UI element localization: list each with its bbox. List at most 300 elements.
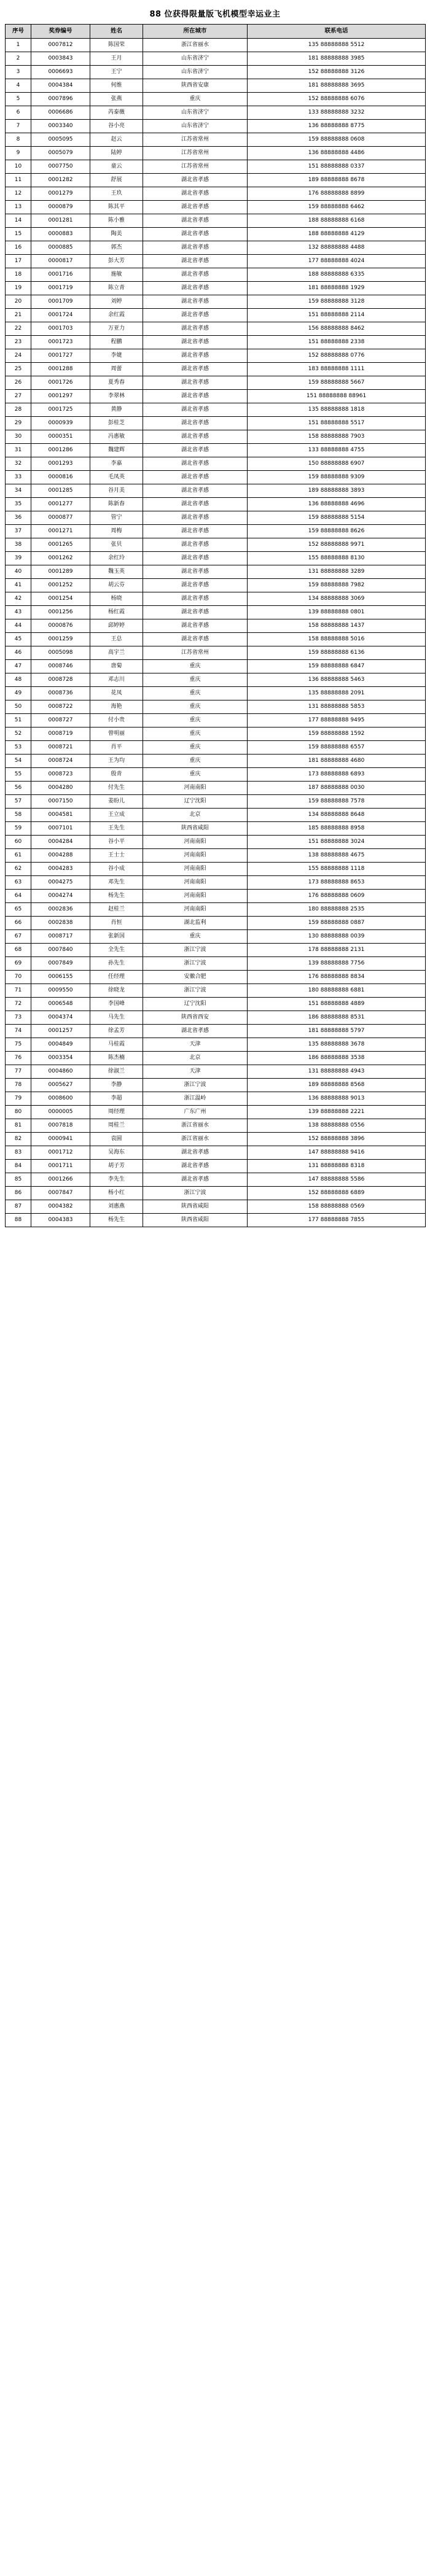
cell-name: 杨晓: [90, 592, 143, 606]
cell-name: 杨红霞: [90, 606, 143, 619]
cell-phone: 136 88888888 5463: [248, 673, 426, 687]
cell-ticket: 0004860: [31, 1065, 90, 1079]
cell-ticket: 0004581: [31, 809, 90, 822]
cell-phone: 185 88888888 8958: [248, 822, 426, 836]
cell-city: 浙江宁波: [143, 944, 248, 957]
cell-name: 胡云芬: [90, 579, 143, 592]
cell-name: 马桂霞: [90, 1038, 143, 1052]
cell-city: 山东省济宁: [143, 106, 248, 120]
cell-ticket: 0001703: [31, 322, 90, 336]
cell-city: 重庆: [143, 727, 248, 741]
table-row: [6, 1160, 426, 1173]
cell-phone: 151 88888888 3024: [248, 836, 426, 849]
cell-phone: 181 88888888 1929: [248, 282, 426, 295]
cell-name: 邱婷婷: [90, 619, 143, 633]
cell-phone: 139 88888888 2221: [248, 1106, 426, 1119]
cell-city: 河南南阳: [143, 836, 248, 849]
cell-name: 周蕾: [90, 363, 143, 376]
column-header-name: 姓名: [90, 25, 143, 39]
cell-index: 88: [6, 1214, 31, 1227]
cell-phone: 155 88888888 8130: [248, 552, 426, 565]
cell-ticket: 0008724: [31, 755, 90, 768]
table-row: [6, 687, 426, 700]
table-row: [6, 1011, 426, 1025]
cell-index: 71: [6, 984, 31, 998]
cell-name: 付小贵: [90, 714, 143, 727]
cell-phone: 159 88888888 6136: [248, 646, 426, 660]
cell-phone: 131 88888888 8318: [248, 1160, 426, 1173]
cell-city: 河南南阳: [143, 849, 248, 863]
cell-city: 陕西省安康: [143, 79, 248, 93]
winners-table: [5, 24, 426, 1227]
cell-name: 李超: [90, 1092, 143, 1106]
cell-phone: 135 88888888 3678: [248, 1038, 426, 1052]
table-header-row: [6, 25, 426, 39]
cell-city: 湖北省孝感: [143, 349, 248, 363]
cell-index: 54: [6, 755, 31, 768]
table-row: [6, 971, 426, 984]
cell-phone: 183 88888888 1111: [248, 363, 426, 376]
table-row: [6, 836, 426, 849]
cell-phone: 134 88888888 8648: [248, 809, 426, 822]
cell-name: 邓志川: [90, 673, 143, 687]
cell-city: 湖北省孝感: [143, 268, 248, 282]
cell-name: 陈其平: [90, 201, 143, 214]
cell-name: 刘婷: [90, 295, 143, 309]
cell-city: 湖北省孝感: [143, 619, 248, 633]
cell-phone: 181 88888888 3695: [248, 79, 426, 93]
cell-name: 童云: [90, 160, 143, 174]
cell-phone: 158 88888888 1437: [248, 619, 426, 633]
cell-name: 何维: [90, 79, 143, 93]
cell-ticket: 0000883: [31, 228, 90, 241]
cell-city: 湖北省孝感: [143, 282, 248, 295]
cell-city: 重庆: [143, 741, 248, 755]
table-row: [6, 1119, 426, 1133]
cell-city: 浙江宁波: [143, 957, 248, 971]
cell-phone: 136 88888888 8775: [248, 120, 426, 133]
cell-city: 湖北省孝感: [143, 255, 248, 268]
cell-name: 李静: [90, 1079, 143, 1092]
cell-ticket: 0007847: [31, 1187, 90, 1200]
cell-city: 湖北省孝感: [143, 376, 248, 390]
cell-index: 56: [6, 782, 31, 795]
cell-index: 9: [6, 147, 31, 160]
cell-name: 李翠林: [90, 390, 143, 403]
cell-phone: 181 88888888 5797: [248, 1025, 426, 1038]
table-row: [6, 390, 426, 403]
cell-name: 王月: [90, 52, 143, 66]
cell-name: 李嘉: [90, 457, 143, 471]
cell-city: 湖北省孝感: [143, 403, 248, 417]
table-row: [6, 606, 426, 619]
cell-phone: 173 88888888 8653: [248, 876, 426, 890]
cell-phone: 135 88888888 2091: [248, 687, 426, 700]
table-row: [6, 700, 426, 714]
cell-ticket: 0001726: [31, 376, 90, 390]
cell-ticket: 0004849: [31, 1038, 90, 1052]
cell-name: 肖平: [90, 741, 143, 755]
cell-index: 42: [6, 592, 31, 606]
cell-name: 付先生: [90, 782, 143, 795]
cell-name: 陈杰楠: [90, 1052, 143, 1065]
cell-phone: 159 88888888 8626: [248, 525, 426, 538]
cell-city: 湖北省孝感: [143, 552, 248, 565]
cell-ticket: 0004288: [31, 849, 90, 863]
cell-index: 32: [6, 457, 31, 471]
cell-ticket: 0001724: [31, 309, 90, 322]
cell-index: 24: [6, 349, 31, 363]
cell-index: 1: [6, 39, 31, 52]
cell-phone: 150 88888888 6907: [248, 457, 426, 471]
cell-ticket: 0000876: [31, 619, 90, 633]
cell-index: 15: [6, 228, 31, 241]
table-row: [6, 957, 426, 971]
cell-index: 12: [6, 187, 31, 201]
cell-ticket: 0008721: [31, 741, 90, 755]
cell-name: 舒展: [90, 174, 143, 187]
cell-ticket: 0003843: [31, 52, 90, 66]
cell-name: 徐孟芳: [90, 1025, 143, 1038]
cell-phone: 151 88888888 5517: [248, 417, 426, 430]
cell-phone: 177 88888888 7855: [248, 1214, 426, 1227]
cell-city: 山东省济宁: [143, 52, 248, 66]
cell-name: 余红玲: [90, 552, 143, 565]
table-row: [6, 741, 426, 755]
cell-index: 77: [6, 1065, 31, 1079]
cell-name: 李婕: [90, 349, 143, 363]
cell-index: 31: [6, 444, 31, 457]
cell-ticket: 0004275: [31, 876, 90, 890]
table-row: [6, 1065, 426, 1079]
cell-ticket: 0001712: [31, 1146, 90, 1160]
cell-phone: 133 88888888 3232: [248, 106, 426, 120]
cell-ticket: 0001723: [31, 336, 90, 349]
cell-ticket: 0008722: [31, 700, 90, 714]
column-header-index: 序号: [6, 25, 31, 39]
cell-index: 2: [6, 52, 31, 66]
cell-index: 22: [6, 322, 31, 336]
cell-ticket: 0000939: [31, 417, 90, 430]
cell-ticket: 0008723: [31, 768, 90, 782]
cell-index: 13: [6, 201, 31, 214]
cell-name: 胡子芳: [90, 1160, 143, 1173]
cell-name: 彭大芳: [90, 255, 143, 268]
cell-city: 湖北省孝感: [143, 430, 248, 444]
cell-index: 59: [6, 822, 31, 836]
cell-city: 湖北省孝感: [143, 336, 248, 349]
cell-ticket: 0001719: [31, 282, 90, 295]
cell-city: 天津: [143, 1065, 248, 1079]
cell-ticket: 0003340: [31, 120, 90, 133]
cell-phone: 159 88888888 1592: [248, 727, 426, 741]
cell-index: 69: [6, 957, 31, 971]
cell-index: 41: [6, 579, 31, 592]
table-row: [6, 120, 426, 133]
cell-city: 安徽合肥: [143, 971, 248, 984]
cell-ticket: 0007849: [31, 957, 90, 971]
cell-ticket: 0004284: [31, 836, 90, 849]
cell-city: 湖北省孝感: [143, 592, 248, 606]
cell-city: 陕西省西安: [143, 1011, 248, 1025]
cell-phone: 131 88888888 3289: [248, 565, 426, 579]
cell-index: 7: [6, 120, 31, 133]
cell-ticket: 0002838: [31, 917, 90, 930]
table-row: [6, 1133, 426, 1146]
table-row: [6, 457, 426, 471]
cell-city: 河南南阳: [143, 903, 248, 917]
cell-phone: 187 88888888 0030: [248, 782, 426, 795]
cell-index: 6: [6, 106, 31, 120]
cell-phone: 151 88888888 2338: [248, 336, 426, 349]
cell-index: 35: [6, 498, 31, 511]
table-row: [6, 822, 426, 836]
cell-index: 11: [6, 174, 31, 187]
cell-ticket: 0004283: [31, 863, 90, 876]
cell-name: 孙先生: [90, 957, 143, 971]
cell-phone: 178 88888888 2131: [248, 944, 426, 957]
page-title: 88 位获得限量版飞机模型幸运业主: [149, 10, 281, 19]
cell-city: 湖北省孝感: [143, 201, 248, 214]
cell-phone: 176 88888888 0609: [248, 890, 426, 903]
cell-index: 25: [6, 363, 31, 376]
cell-phone: 138 88888888 0556: [248, 1119, 426, 1133]
cell-city: 重庆: [143, 700, 248, 714]
cell-ticket: 0001256: [31, 606, 90, 619]
cell-name: 陆婷: [90, 147, 143, 160]
cell-phone: 130 88888888 0039: [248, 930, 426, 944]
cell-ticket: 0008727: [31, 714, 90, 727]
table-row: [6, 1214, 426, 1227]
cell-phone: 131 88888888 5853: [248, 700, 426, 714]
cell-ticket: 0008717: [31, 930, 90, 944]
cell-index: 8: [6, 133, 31, 147]
cell-city: 湖北省孝感: [143, 363, 248, 376]
cell-ticket: 0006693: [31, 66, 90, 79]
table-row: [6, 782, 426, 795]
table-row: [6, 444, 426, 457]
cell-phone: 136 88888888 4696: [248, 498, 426, 511]
cell-phone: 159 88888888 6847: [248, 660, 426, 673]
cell-city: 辽宁沈阳: [143, 795, 248, 809]
cell-phone: 181 88888888 4680: [248, 755, 426, 768]
cell-phone: 181 88888888 3985: [248, 52, 426, 66]
cell-phone: 151 88888888 2114: [248, 309, 426, 322]
cell-city: 山东省济宁: [143, 66, 248, 79]
cell-city: 重庆: [143, 755, 248, 768]
cell-ticket: 0001281: [31, 214, 90, 228]
cell-city: 湖北省孝感: [143, 457, 248, 471]
table-row: [6, 917, 426, 930]
cell-city: 湖北省孝感: [143, 1146, 248, 1160]
table-row: [6, 984, 426, 998]
cell-name: 姜盼儿: [90, 795, 143, 809]
cell-name: 王宁: [90, 66, 143, 79]
cell-phone: 151 88888888 88961: [248, 390, 426, 403]
cell-ticket: 0001262: [31, 552, 90, 565]
cell-index: 72: [6, 998, 31, 1011]
cell-name: 王总: [90, 633, 143, 646]
cell-index: 78: [6, 1079, 31, 1092]
cell-ticket: 0004384: [31, 79, 90, 93]
cell-name: 徐淑兰: [90, 1065, 143, 1079]
cell-city: 湖北省孝感: [143, 444, 248, 457]
cell-city: 浙江宁波: [143, 984, 248, 998]
cell-index: 36: [6, 511, 31, 525]
cell-name: 张贝: [90, 538, 143, 552]
cell-city: 重庆: [143, 714, 248, 727]
cell-ticket: 0005095: [31, 133, 90, 147]
table-row: [6, 944, 426, 957]
cell-phone: 176 88888888 8899: [248, 187, 426, 201]
cell-index: 30: [6, 430, 31, 444]
cell-city: 湖北省孝感: [143, 1160, 248, 1173]
cell-city: 湖北监利: [143, 917, 248, 930]
cell-index: 50: [6, 700, 31, 714]
cell-city: 重庆: [143, 660, 248, 673]
cell-name: 任经理: [90, 971, 143, 984]
cell-ticket: 0006155: [31, 971, 90, 984]
cell-ticket: 0001711: [31, 1160, 90, 1173]
cell-name: 王士士: [90, 849, 143, 863]
cell-index: 5: [6, 93, 31, 106]
cell-city: 湖北省孝感: [143, 390, 248, 403]
table-row: [6, 1025, 426, 1038]
table-row: [6, 890, 426, 903]
table-row: [6, 1173, 426, 1187]
table-row: [6, 1146, 426, 1160]
cell-index: 26: [6, 376, 31, 390]
cell-ticket: 0001265: [31, 538, 90, 552]
cell-phone: 189 88888888 3893: [248, 484, 426, 498]
cell-ticket: 0007818: [31, 1119, 90, 1133]
cell-index: 87: [6, 1200, 31, 1214]
cell-phone: 152 88888888 0776: [248, 349, 426, 363]
cell-ticket: 0002836: [31, 903, 90, 917]
cell-ticket: 0001716: [31, 268, 90, 282]
cell-index: 20: [6, 295, 31, 309]
table-row: [6, 363, 426, 376]
cell-index: 74: [6, 1025, 31, 1038]
cell-ticket: 0001277: [31, 498, 90, 511]
cell-index: 57: [6, 795, 31, 809]
table-row: [6, 430, 426, 444]
table-row: [6, 498, 426, 511]
cell-index: 37: [6, 525, 31, 538]
cell-city: 重庆: [143, 768, 248, 782]
cell-phone: 152 88888888 6889: [248, 1187, 426, 1200]
cell-index: 3: [6, 66, 31, 79]
cell-index: 46: [6, 646, 31, 660]
cell-ticket: 0006686: [31, 106, 90, 120]
cell-ticket: 0000817: [31, 255, 90, 268]
cell-ticket: 0001725: [31, 403, 90, 417]
table-row: [6, 1038, 426, 1052]
cell-phone: 134 88888888 3069: [248, 592, 426, 606]
cell-name: 张燕: [90, 93, 143, 106]
cell-ticket: 0004382: [31, 1200, 90, 1214]
cell-index: 52: [6, 727, 31, 741]
cell-index: 39: [6, 552, 31, 565]
cell-phone: 152 88888888 3126: [248, 66, 426, 79]
table-row: [6, 552, 426, 565]
table-row: [6, 1200, 426, 1214]
cell-city: 江苏省常州: [143, 646, 248, 660]
cell-city: 江苏省常州: [143, 147, 248, 160]
cell-phone: 151 88888888 4889: [248, 998, 426, 1011]
cell-name: 杨小红: [90, 1187, 143, 1200]
column-header-ticket: 奖券编号: [31, 25, 90, 39]
table-row: [6, 930, 426, 944]
cell-phone: 189 88888888 8568: [248, 1079, 426, 1092]
cell-index: 66: [6, 917, 31, 930]
cell-index: 53: [6, 741, 31, 755]
table-row: [6, 1052, 426, 1065]
table-row: [6, 147, 426, 160]
cell-ticket: 0001297: [31, 390, 90, 403]
table-row: [6, 511, 426, 525]
cell-ticket: 0008736: [31, 687, 90, 700]
cell-ticket: 0000941: [31, 1133, 90, 1146]
cell-index: 16: [6, 241, 31, 255]
cell-name: 谷小平: [90, 836, 143, 849]
cell-city: 天津: [143, 1038, 248, 1052]
cell-city: 重庆: [143, 930, 248, 944]
table-row: [6, 228, 426, 241]
cell-index: 48: [6, 673, 31, 687]
cell-index: 10: [6, 160, 31, 174]
cell-city: 重庆: [143, 93, 248, 106]
cell-city: 河南南阳: [143, 876, 248, 890]
cell-city: 陕西省咸阳: [143, 822, 248, 836]
cell-phone: 177 88888888 9495: [248, 714, 426, 727]
cell-ticket: 0007750: [31, 160, 90, 174]
cell-phone: 159 88888888 6462: [248, 201, 426, 214]
cell-ticket: 0001279: [31, 187, 90, 201]
table-row: [6, 133, 426, 147]
cell-index: 4: [6, 79, 31, 93]
cell-phone: 138 88888888 4675: [248, 849, 426, 863]
cell-ticket: 0007896: [31, 93, 90, 106]
cell-phone: 180 88888888 6881: [248, 984, 426, 998]
cell-phone: 186 88888888 3538: [248, 1052, 426, 1065]
cell-name: 曾明丽: [90, 727, 143, 741]
cell-index: 28: [6, 403, 31, 417]
cell-index: 40: [6, 565, 31, 579]
table-row: [6, 268, 426, 282]
table-row: [6, 1187, 426, 1200]
cell-city: 北京: [143, 809, 248, 822]
cell-name: 魏玉英: [90, 565, 143, 579]
cell-index: 82: [6, 1133, 31, 1146]
cell-phone: 159 88888888 5154: [248, 511, 426, 525]
cell-phone: 159 88888888 6557: [248, 741, 426, 755]
cell-phone: 135 88888888 5512: [248, 39, 426, 52]
table-row: [6, 336, 426, 349]
cell-index: 70: [6, 971, 31, 984]
cell-index: 21: [6, 309, 31, 322]
cell-ticket: 0007812: [31, 39, 90, 52]
table-row: [6, 160, 426, 174]
cell-ticket: 0007840: [31, 944, 90, 957]
cell-city: 湖北省孝感: [143, 187, 248, 201]
cell-ticket: 0001282: [31, 174, 90, 187]
cell-phone: 131 88888888 4943: [248, 1065, 426, 1079]
cell-index: 75: [6, 1038, 31, 1052]
cell-name: 魏建辉: [90, 444, 143, 457]
cell-name: 马先生: [90, 1011, 143, 1025]
cell-phone: 147 88888888 9416: [248, 1146, 426, 1160]
